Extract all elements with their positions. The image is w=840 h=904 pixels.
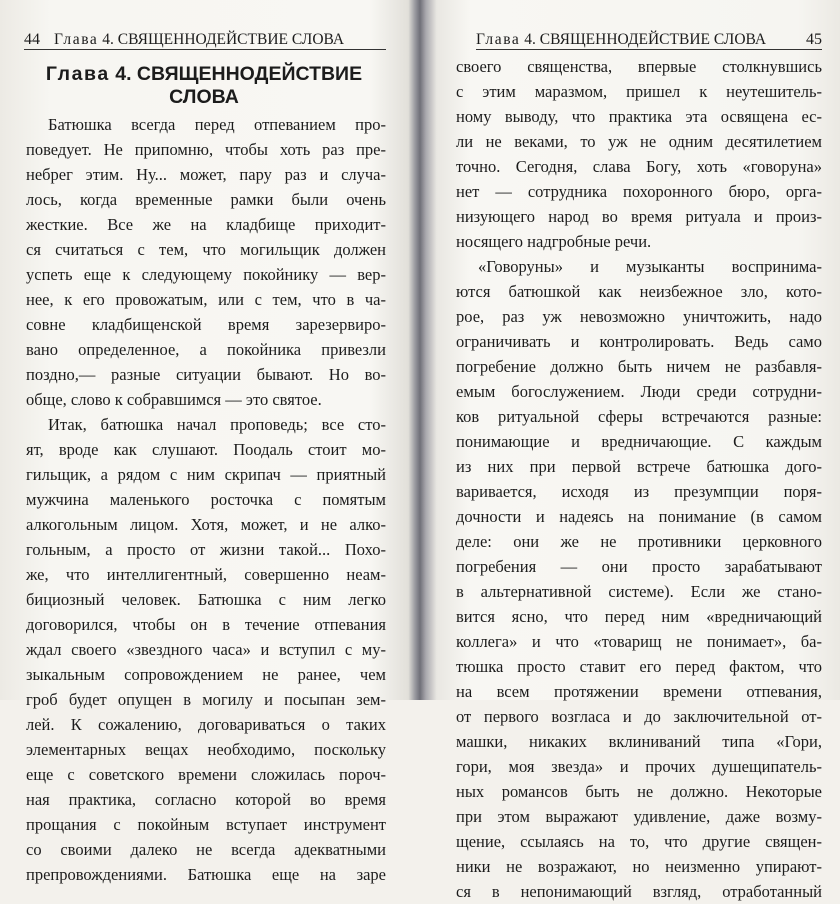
text-line: своего священства, впервые столкнувшись — [456, 57, 822, 76]
text-line: ная практика, согласно которой во время — [26, 790, 386, 809]
chapter-title-line2: СЛОВА — [169, 86, 239, 108]
text-line: емым богослужением. Люди среди сотрудни- — [456, 382, 822, 401]
right-page — [430, 0, 840, 901]
text-line: договорился, чтобы он в течение отпевания — [26, 615, 386, 634]
running-header-right — [476, 31, 822, 50]
text-line: поведует. Не припомню, чтобы хоть раз пре- — [26, 140, 386, 159]
text-line: прощания с покойным вступает инструмент — [26, 815, 386, 834]
text-line: вится ясно, что перед ним «вредничающий — [456, 607, 822, 626]
text-line: же, что интеллигентный, совершенно неам- — [26, 565, 386, 584]
text-line: ному выводу, что практика эта освящена ес- — [456, 107, 822, 126]
text-line: ники не возражают, но неизменно упирают- — [456, 857, 822, 876]
text-line: дочности и надеясь на понимание (в самом — [456, 507, 822, 526]
text-line: успеть еще к следующему покойнику — вер- — [26, 265, 386, 284]
text-line: еще с советского времени сложилась пороч- — [26, 765, 386, 784]
text-line: варивается, исходя из презумпции поря- — [456, 482, 822, 501]
text-line: жесткие. Все же на кладбище приходит- — [26, 215, 386, 234]
text-line: деле: они же не противники церковного — [456, 532, 822, 551]
running-header-chapter-word: Глава — [476, 31, 521, 48]
text-line: гори, моя звезда» и прочих душещипатель- — [456, 757, 822, 776]
running-header-chapter-word: Глава — [54, 31, 99, 48]
text-line: погребение должно быть ничем не разбавля- — [456, 357, 822, 376]
text-line: гильщик, а рядом с ним скрипач — приятный — [26, 465, 386, 484]
text-line: препровождениями. Батюшка еще на заре — [26, 865, 386, 884]
text-line: низующего народ во время ритуала и произ- — [456, 207, 822, 226]
text-line: рое, раз уж невозможно уничтожить, надо — [456, 307, 822, 326]
page-number-right: 45 — [806, 31, 822, 48]
text-line: от первого возгласа и до заключительной от- — [456, 707, 822, 726]
text-line: щение, ссылаясь на то, что другие священ- — [456, 832, 822, 851]
text-line: гольным, а просто от жизни такой... Похо- — [26, 540, 386, 559]
text-line: обще, слово к собравшимся — это святое. — [26, 390, 322, 409]
text-line: ков ритуальной сферы встречаются разные: — [456, 407, 822, 426]
text-line: со своими далеко не всегда адекватными — [26, 840, 386, 859]
text-line: Батюшка всегда перед отпеванием про- — [48, 115, 386, 134]
text-line: зыкальным сопровождением не ранее, чем — [26, 665, 386, 684]
text-line: из них при первой встрече батюшка дого- — [456, 457, 822, 476]
text-line: погребения — они просто зарабатывают — [456, 557, 822, 576]
left-page-text — [26, 112, 386, 887]
text-line: тюшка просто ставит его перед фактом, что — [456, 657, 822, 676]
text-line: с этим маразмом, пришел к неутешитель- — [456, 82, 822, 101]
running-header-title: 4. СВЯЩЕННОДЕЙСТВИЕ СЛОВА — [520, 31, 767, 48]
text-line: совне кладбищенской время зарезервиро- — [26, 315, 386, 334]
running-header-left — [24, 31, 386, 50]
text-line: лось, когда временные рамки были очень — [26, 190, 386, 209]
text-line: мужчина маленького росточка с помятым — [26, 490, 386, 509]
text-line: носящего надгробные речи. — [456, 232, 652, 251]
text-line: бициозный человек. Батюшка с ним легко — [26, 590, 386, 609]
text-line: ных романсов быть не должно. Некоторые — [456, 782, 822, 801]
chapter-title-rest: 4. СВЯЩЕННОДЕЙСТВИЕ — [109, 63, 363, 85]
text-line: алкогольным лицом. Хотя, может, и не алко- — [26, 515, 386, 534]
text-line: в альтернативной системе). Если же стано- — [456, 582, 822, 601]
text-line: поздно,— разные ситуации бывают. Но во- — [26, 365, 386, 384]
text-line: понимающие и вредничающие. С каждым — [456, 432, 822, 451]
text-line: Итак, батюшка начал проповедь; все сто- — [48, 415, 386, 434]
text-line: ся в непонимающий взгляд, отработанный — [456, 882, 822, 901]
text-line: ограничивать и контролировать. Ведь само — [456, 332, 822, 351]
running-header-title: 4. СВЯЩЕННОДЕЙСТВИЕ СЛОВА — [98, 31, 345, 48]
text-line: ждал своего «звездного часа» и вступил с му- — [26, 640, 386, 659]
right-page-text — [456, 54, 822, 904]
chapter-title — [24, 63, 384, 109]
text-line: ются батюшкой как неизбежное зло, кото- — [456, 282, 822, 301]
text-line: гроб будет опущен в могилу и посыпан зем- — [26, 690, 386, 709]
chapter-title-word: Глава — [45, 63, 110, 85]
text-line: «Говоруны» и музыканты воспринима- — [478, 257, 822, 276]
text-line: лей. К сожалению, договариваться о таких — [26, 715, 386, 734]
page-number-left: 44 — [24, 31, 40, 48]
text-line: вано определенное, а покойника привезли — [26, 340, 386, 359]
text-line: при этом выражают удивление, даже возму- — [456, 807, 822, 826]
text-line: нее, к его провожатым, или с тем, что в ча- — [26, 290, 386, 309]
text-line: на всем протяжении времени отпевания, — [456, 682, 822, 701]
text-line: машки, никаких вклиниваний типа «Гори, — [456, 732, 822, 751]
text-line: небрег этим. Ну... может, пару раз и случа- — [26, 165, 386, 184]
text-line: ят, вроде как слушают. Поодаль стоит мо- — [26, 440, 386, 459]
left-page — [0, 0, 410, 884]
text-line: коллега» и что «товарищ не понимает», ба- — [456, 632, 822, 651]
text-line: нет — сотрудника похоронного бюро, орга- — [456, 182, 822, 201]
text-line: ся считаться с тем, что могильщик должен — [26, 240, 386, 259]
text-line: точно. Сегодня, слава Богу, хоть «говоруна» — [456, 157, 822, 176]
text-line: ли не веками, то уж не одним десятилетием — [456, 132, 822, 151]
text-line: элементарных вещах необходимо, поскольку — [26, 740, 386, 759]
